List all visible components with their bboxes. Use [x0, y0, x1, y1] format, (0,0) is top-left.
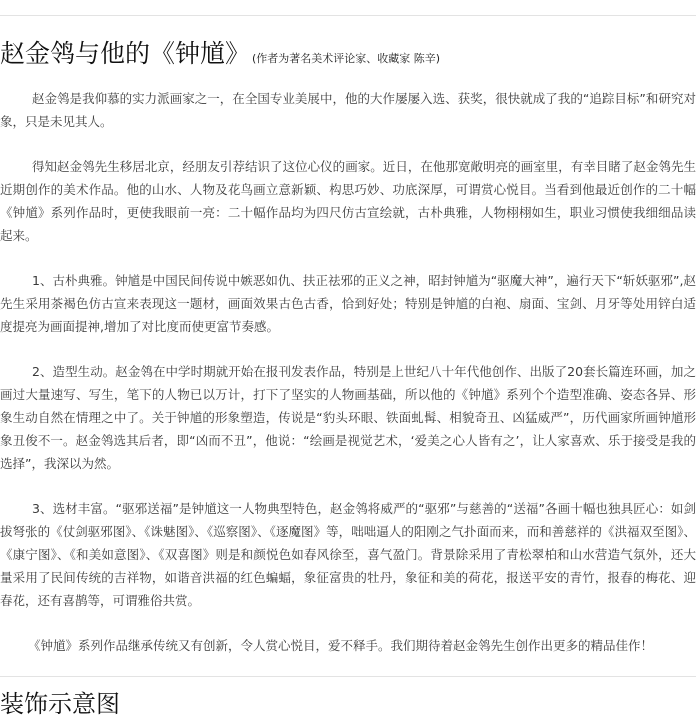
- top-divider: [0, 15, 696, 16]
- paragraph-meeting: 得知赵金鸰先生移居北京，经朋友引荐结识了这位心仪的画家。近日，在他那宽敞明亮的画室里，有幸目睹了赵金鸰先生近期创作的美术作品。他的山水、人物及花鸟画立意新颖、构思巧妙、功底深厚，可谓赏心悦目。当看到他最近创作的二十幅《钟馗》系列作品时，更使我眼前一亮：二十幅作品均为四尺仿古宣绘就，古朴典雅，人物栩栩如生，职业习惯使我细细品读起来。: [0, 159, 696, 243]
- section-divider: [0, 676, 696, 677]
- paragraph-point-1: 1、古朴典雅。钟馗是中国民间传说中嫉恶如仇、扶正祛邪的正义之神，昭封钟馗为“驱魔大神”，遍行天下“斩妖驱邪”,赵先生采用茶褐色仿古宣来表现这一题材，画面效果古色古香，恰到好处；特别是钟馗的白袍、扇面、宝剑、月牙等处用锌白适度提亮为画面提神,增加了对比度而使更富节奏感。: [0, 273, 696, 334]
- article-title-line: [0, 34, 696, 70]
- article-title: 赵金鸰与他的《钟馗》: [0, 39, 251, 68]
- paragraph-intro: 赵金鸰是我仰慕的实力派画家之一，在全国专业美展中，他的大作屡屡入选、获奖，很快就成了我的“追踪目标”和研究对象，只是未见其人。: [0, 91, 696, 129]
- paragraph-closing: 《钟馗》系列作品继承传统又有创新，令人赏心悦目，爱不释手。我们期待着赵金鸰先生创作出更多的精品佳作！: [28, 638, 654, 653]
- paragraph-point-3: 3、选材丰富。“驱邪送福”是钟馗这一人物典型特色，赵金鸰将威严的“驱邪”与慈善的“送福”各画十幅也独具匠心：如剑拔弩张的《仗剑驱邪图》、《诛魅图》、《巡察图》、《逐魔图》等，咄咄逼人的阳刚之气扑面而来，而和善慈祥的《洪福双至图》、《康宁图》、《和美如意图》、《双喜图》则是和颜悦色如春风徐至，喜气盈门。背景除采用了青松翠柏和山水营造气氛外，还大量采用了民间传统的吉祥物，如谐音洪福的红色蝙蝠，象征富贵的牡丹，象征和美的荷花，报送平安的青竹，报春的梅花、迎春花，还有喜鹊等，可谓雅俗共赏。: [0, 501, 696, 608]
- section-heading: 装饰示意图: [0, 690, 120, 718]
- paragraph-point-2: 2、造型生动。赵金鸰在中学时期就开始在报刊发表作品，特别是上世纪八十年代他创作、出版了20套长篇连环画，加之画过大量速写、写生，笔下的人物已以万计，打下了坚实的人物画基础，所以他的《钟馗》系列个个造型准确、姿态各异、形象生动自然在情理之中了。关于钟馗的形象塑造，传说是“豹头环眼、铁面虬髯、相貌奇丑、凶猛威严”，历代画家所画钟馗形象丑俊不一。赵金鸰选其后者，即“凶而不丑”，他说：“绘画是视觉艺术，‘爱美之心人皆有之’，让人家喜欢、乐于接受是我的选择”，我深以为然。: [0, 364, 696, 471]
- author-note: (作者为著名美术评论家、收藏家 陈辛): [252, 52, 441, 65]
- article-body: [0, 87, 696, 657]
